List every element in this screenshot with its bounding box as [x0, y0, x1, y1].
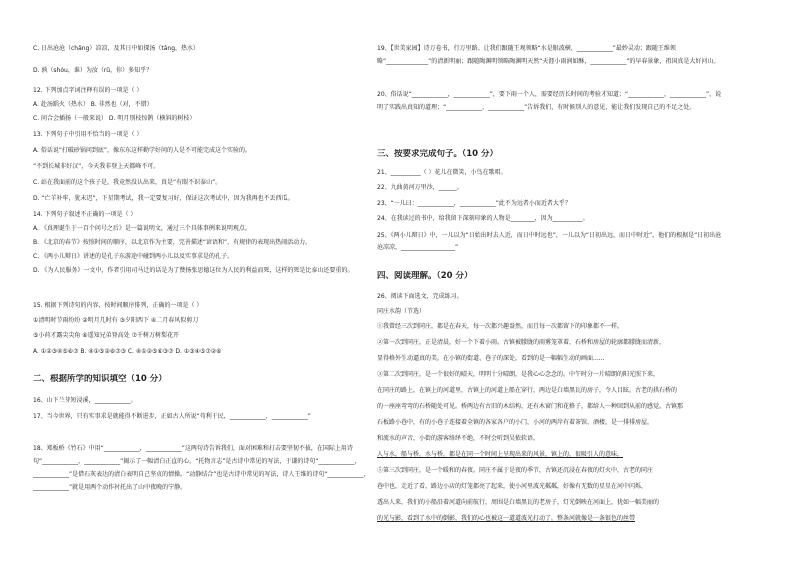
passage-line: 和流水的声音，小街的游客络绎不绝，不时会听到吴侬软语。 — [377, 435, 540, 442]
passage-line: ③第二次到同庄，是一个很好的晴天，明明十分晴朗，是我心心念念的。中午时分一片晴朗的阳光照下来， — [377, 371, 660, 378]
q14-option-b: B. 《北京的春节》按照时间的顺序，以北京作为主要，完善描述“谚语和”，有规律的表现出热闹活动力。 — [33, 239, 312, 246]
section-4-title: 四、阅读理解。（20 分） — [377, 271, 473, 281]
q15-items-2: ⑤小荷才露尖尖角 ⑥遥知兄弟登高处 ⑦千树万树梨花开 — [33, 332, 179, 339]
q16: 16、山下兰芽短浸溪，____________。 — [33, 397, 137, 404]
passage-line-underlined: 人与水，船与桥，水与桥，都是在同一个时间上呈现出来的风景，镇上的，很吸引人的意味。 — [377, 451, 624, 458]
q12-stem: 12. 下列加点字词注释有误的一项是（ ） — [33, 87, 143, 94]
q13-option-a: A. 俗话说“打破砂锅问到底”，像东东这样勤学好问的人是不可能完成这个实验的。 — [33, 147, 252, 154]
section-2-title: 二、根据所学的知识填空（10 分） — [33, 374, 167, 384]
q14-stem: 14. 下列句子叙述不正确的一项是（ ） — [33, 211, 137, 218]
q20: 20、俗话说“____________，____________”，要下雨一个人，需要经历长时间的考验才知道；“____________，____________”，说明了实践出真知的道理；“____________，____________”告诉我们，有时候别人的意见，能让我们发现自己的不足之处。 — [377, 91, 722, 111]
passage-title: 同庄水韵（节选） — [377, 308, 426, 315]
section-3-title: 三、按要求完成句子。（10 分） — [377, 149, 499, 159]
q13-stem: 13. 下列句子中引用不恰当的一项是（ ） — [33, 131, 143, 138]
q21: 21、__________（ ）花儿在微笑，小鸟在歌唱。 — [377, 169, 507, 176]
q13-option-d: D. “亡羊补牢，犹未迟”，下星期考试，我一定要复习好，保证这次考试中，因为我再也不丢西瓜。 — [33, 195, 294, 202]
q25: 25、《两小儿辩日》中，一儿以为“日始出时去人近，而日中时远也”，一儿以为“日初出远，而日中时近”，他们的根据是“日初出沧沧凉凉，__________________” — [377, 232, 722, 251]
q14-option-c: C. 《两小儿辩日》讲述的是孔子东游途中碰到两小儿以及实事求是的孔子。 — [33, 253, 234, 260]
q19: 19、【世美家园】诗万卷书，行万里路。让我们跟随王观领略“水是眼波横，____________”最妙灵动；跟随王维领略“______________”的清新明丽；跟随陶渊明领略陶渊明天然“天涯小雨润如酥，____________”的早春景象，祖国真是大好河山。 — [377, 45, 720, 65]
q23: 23、“一儿曰：____________，____________”此不为远者小而近者大乎？ — [377, 200, 571, 207]
passage-line: 透出人来，我们的小船沿着河道向前航行，周围是白墙黑瓦的老房子，灯光倒映在河面上，犹如一幅美丽的 — [377, 499, 660, 506]
q24: 24、在我读过的书中，给我留下深刻印象的人物是________，因为__________。 — [377, 215, 589, 222]
passage-line: ⑤第三次到同庄，是一个暖和的春夜。同庄不属于是夜的季节，古镇还沉浸在春夜的灯火中，古老的同庄 — [377, 467, 654, 474]
q18: 18、郑板桥《竹石》中用“____________，____________”这两句诗告诉我们，面对困难和打击要坚韧不拔，在国际上用诗句“____________，____________”揭示了一幅清白正直的心。“托物言志”是古诗中常见的写法，于谦的诗句“____________，____________”是借石灰表达的清白表明自己坚贞的情操。“动静结合”也是古诗中常见的写法，诗人王维的诗句“____________，____________”就是用两个动作衬托出了山中夜晚的宁静。 — [33, 445, 370, 491]
q14-option-d: D. 《为人民服务》一文中，作者引用司马迁的话是为了赞扬张思德这位为人民的利益而死，这样的死是比泰山还要重的。 — [33, 267, 354, 274]
passage-line: 石板路小巷中，有的小巷子连接着全镇的各家各户的小门，小河的两岸有着茶馆、酒楼，是一排排房屋， — [377, 419, 654, 426]
passage-line: ①我曾经三次到同庄，都是在春天，每一次都兴趣盎然，而且每一次都留下的印象都不一样。 — [377, 323, 624, 330]
passage-line: 巷中也，走近了看，路边小店的灯笼都亮了起来，使小河里波光粼粼，好像有无数的星星在河中闪烁， — [377, 483, 648, 490]
q12-options-ab: A. 赴汤蹈火（热水） B. 非然也（对，不错） — [33, 101, 153, 108]
passage-line: 在同庄的路上，在镇上的河道里，古镇上的河道上船在穿行，两边是白墙黑瓦的房子，令人目眩。古老的拱石桥的 — [377, 387, 678, 394]
passage-line: 的一座座弯弯的石桥随处可见。桥两边有古旧的木结构，还有木窗门和花格子，都给人一种回到从前的感觉。古镇那 — [377, 403, 684, 410]
q12-options-cd: C. 问合会插扬（一般来说） D. 明月别枝惊鹊（横斜的树枝） — [33, 115, 196, 122]
passage-line: ②第一次到同庄，正是清晨，好一个下着小雨。古镇被朦胧的雨雾笼罩着，石桥和房屋的轮廓都朦胧而清新， — [377, 339, 666, 346]
q11-option-d: D. 孰（shóu，谁）为汝（rǔ，你）多知乎？ — [33, 67, 153, 74]
q13-option-c: C. 站在我面前的这个孩子是，我竟然没认出来，真是“有眼不识泰山”。 — [33, 179, 222, 186]
q13-option-b: “不到长城非好汉”，今天我非登上天都峰不可。 — [33, 163, 160, 170]
q22: 22、九曲黄河万里沙，______。 — [377, 184, 463, 191]
q15-items-1: ①清明时节雨纷纷 ②明月几时有 ③夕阳西下 ④二月春风似剪刀 — [33, 317, 199, 324]
q17: 17、当今世界，只有实事求是就能得不断进步，正如古人所说“苟利于民，____________，____________” — [33, 413, 311, 420]
q15-stem: 15. 根据下列诗句的内容，按时间顺序排列，正确的一项是（ ） — [33, 302, 203, 309]
passage-line-underlined: 的光与影，看到了水中的倒影，我们的心也被这一道道波光打动了，整条河就像是一条银色的丝带 — [377, 515, 636, 522]
q26-stem: 26、阅读下面选文，完成练习。 — [377, 293, 463, 300]
q15-options: A. ①②③④⑤⑥⑦ B. ④①⑤②⑥⑦③ C. ④①②⑤⑥③⑦ D. ①③④⑤⑦②⑥ — [33, 348, 222, 355]
q14-option-a: A. 《真理诞生于一百个问号之后》是一篇说明文，通过三个具体事例来说明观点。 — [33, 225, 251, 232]
passage-line: 显得格外生动逼真的美。在小镇的街道、巷子的深处，看到的是一幅幅生动的画面...... — [377, 355, 605, 362]
q11-option-c: C. 日出沧沧（chǎng）凉凉，及其日中如探汤（tāng，热水） — [33, 45, 200, 52]
